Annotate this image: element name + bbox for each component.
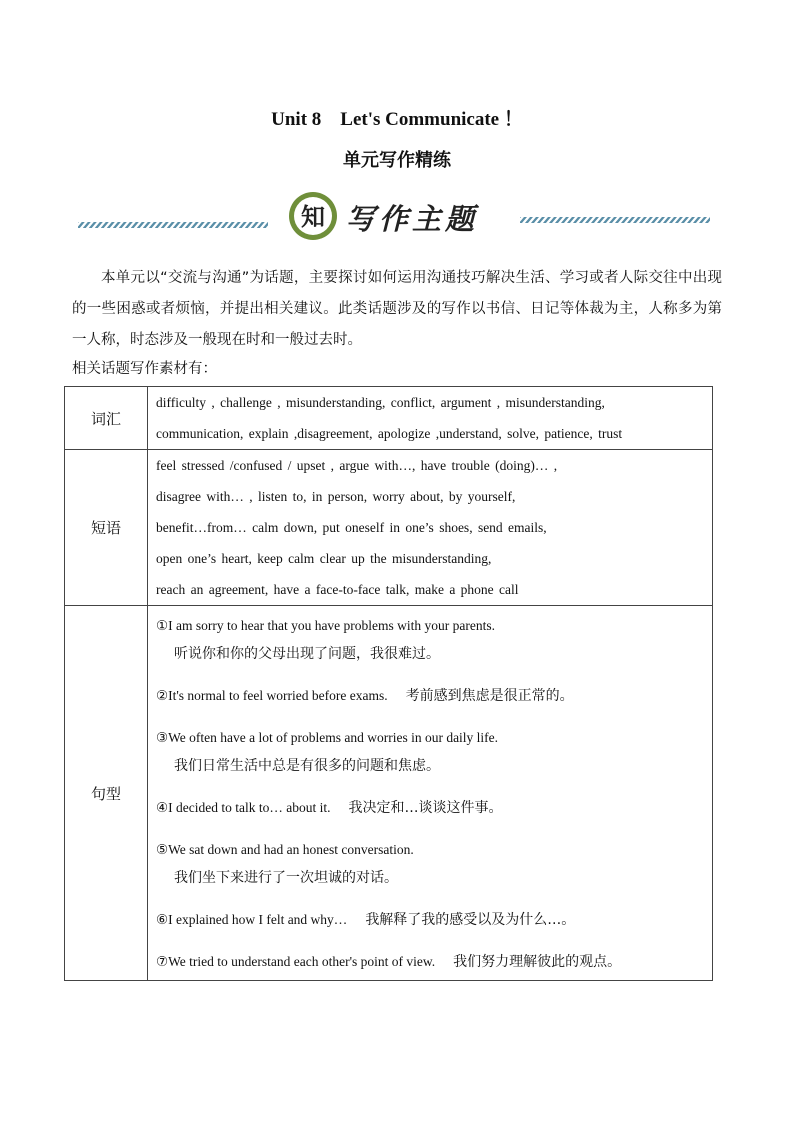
pattern-item: [156, 906, 712, 934]
patterns-label: 句型: [65, 606, 148, 981]
section-subtitle: 单元写作精练: [343, 150, 451, 171]
pattern-english: We sat down and had an honest conversation.: [168, 842, 414, 857]
patterns-row: [65, 606, 713, 981]
pattern-list: [148, 606, 712, 980]
phrase-line: open one’s heart, keep calm clear up the misunderstanding,: [156, 551, 492, 566]
pattern-item: [156, 612, 712, 668]
pattern-item: [156, 948, 712, 976]
left-hatch-bar: [78, 222, 268, 228]
phrase-line: reach an agreement, have a face-to-face talk, make a phone call: [156, 582, 519, 597]
phrase-line: benefit…from… calm down, put oneself in one’s shoes, send emails,: [156, 520, 547, 535]
pattern-number: ⑤: [156, 842, 169, 857]
pattern-number: ⑥: [156, 912, 169, 927]
pattern-number: ②: [156, 688, 169, 703]
phrase-line: feel stressed /confused / upset , argue with…, have trouble (doing)… ,: [156, 458, 558, 473]
materials-table: [64, 386, 713, 981]
vocab-row: [65, 387, 713, 450]
pattern-chinese: 我解释了我的感受以及为什么…。: [365, 912, 576, 928]
pattern-english: It's normal to feel worried before exams.: [168, 688, 388, 703]
pattern-item: [156, 836, 712, 892]
pattern-english: We tried to understand each other's point of view.: [168, 954, 436, 969]
pattern-number: ①: [156, 618, 169, 633]
unit-title: Unit 8 Let's Communicate ！: [271, 109, 523, 130]
pattern-english: We often have a lot of problems and worries in our daily life.: [168, 730, 499, 745]
patterns-cell: [148, 606, 713, 981]
pattern-item: [156, 794, 712, 822]
pattern-english: I decided to talk to… about it.: [168, 800, 331, 815]
pattern-item: [156, 724, 712, 780]
materials-lead: 相关话题写作素材有：: [72, 361, 217, 377]
intro-paragraph: 本单元以“交流与沟通”为话题，主要探讨如何运用沟通技巧解决生活、学习或者人际交往中出现的一些困惑或者烦恼，并提出相关建议。此类话题涉及的写作以书信、日记等体裁为主，人称多为第一人称，时态涉及一般现在时和一般过去时。: [72, 270, 722, 348]
pattern-chinese: 考前感到焦虑是很正常的。: [405, 688, 574, 704]
pattern-chinese: 我们日常生活中总是有很多的问题和焦虑。: [174, 758, 440, 774]
banner-label: 写作主题: [346, 202, 479, 236]
pattern-english: I am sorry to hear that you have problems with your parents.: [168, 618, 496, 633]
pattern-chinese: 听说你和你的父母出现了问题，我很难过。: [174, 646, 440, 662]
pattern-chinese: 我们努力理解彼此的观点。: [453, 954, 622, 970]
vocab-label: 词汇: [65, 387, 148, 450]
writing-topic-banner: [76, 186, 712, 246]
vocab-line: communication, explain ,disagreement, apologize ,understand, solve, patience, trust: [156, 426, 623, 441]
right-hatch-bar: [520, 217, 710, 223]
pattern-number: ③: [156, 730, 169, 745]
pattern-number: ④: [156, 800, 169, 815]
pattern-number: ⑦: [156, 954, 169, 969]
pattern-english: I explained how I felt and why…: [168, 912, 348, 927]
pattern-chinese: 我们坐下来进行了一次坦诚的对话。: [174, 870, 398, 886]
phrases-cell: [148, 450, 713, 606]
vocab-cell: [148, 387, 713, 450]
pattern-chinese: 我决定和…谈谈这件事。: [348, 800, 503, 816]
pattern-item: [156, 682, 712, 710]
seal-char: 知: [301, 202, 325, 231]
phrase-line: disagree with… , listen to, in person, worry about, by yourself,: [156, 489, 516, 504]
vocab-line: difficulty , challenge , misunderstanding, conflict, argument , misunderstanding,: [156, 395, 605, 410]
phrases-row: [65, 450, 713, 606]
phrases-label: 短语: [65, 450, 148, 606]
seal-icon: [289, 192, 337, 240]
